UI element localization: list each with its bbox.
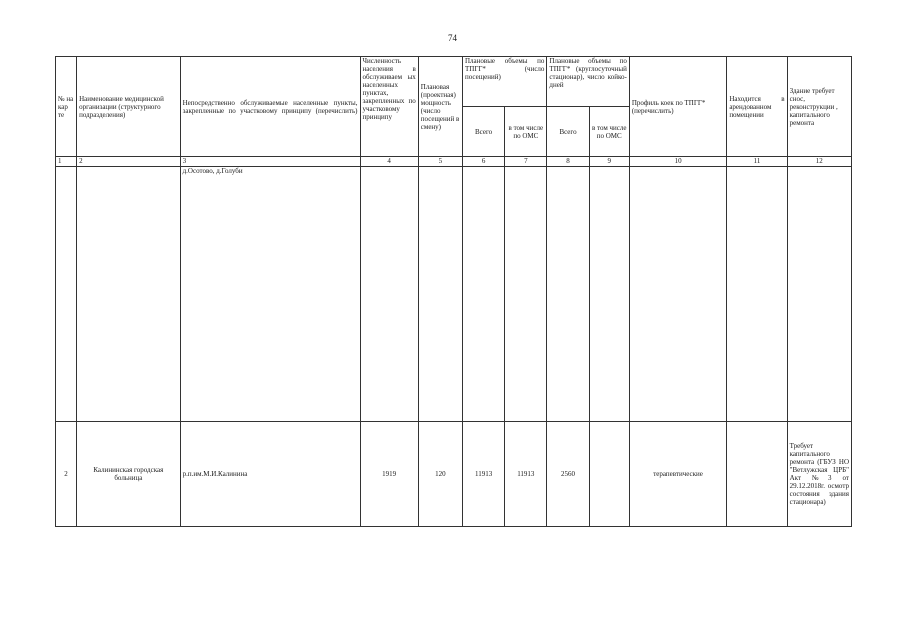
header-no: № на кар те	[56, 57, 77, 157]
column-number: 1	[56, 157, 77, 167]
cell-visits-oms: 11913	[505, 422, 547, 527]
column-number: 2	[77, 157, 181, 167]
column-number: 5	[418, 157, 462, 167]
cell-bed-days-oms	[589, 422, 629, 527]
cell-population	[360, 167, 418, 422]
cell-visits-oms	[505, 167, 547, 422]
facilities-table	[55, 56, 852, 527]
column-number: 11	[727, 157, 787, 167]
header-visits-total: Всего	[463, 107, 505, 157]
cell-bed-profile: терапевтические	[629, 422, 726, 527]
column-number: 8	[547, 157, 589, 167]
cell-no	[56, 167, 77, 422]
header-bed-days-oms: в том числе по ОМС	[589, 107, 629, 157]
header-bed-profile: Профиль коек по ТПГГ* (перечислить)	[629, 57, 726, 157]
cell-bed-profile	[629, 167, 726, 422]
cell-organization: Калининская городская больница	[77, 422, 181, 527]
header-population: Численность населения в обслуживаем ых населенных пунктах, закрепленных по участковому принципу	[360, 57, 418, 157]
table-row	[56, 422, 852, 527]
header-rented: Находится в арендованном помещении	[727, 57, 787, 157]
column-number: 9	[589, 157, 629, 167]
column-number: 12	[787, 157, 851, 167]
header-settlements: Непосредственно обслуживаемые населенные пункты, закрепленные по участковому принципу (перечислить)	[180, 57, 360, 157]
column-number: 6	[463, 157, 505, 167]
cell-settlements: д.Осотово, д.Голуби	[180, 167, 360, 422]
cell-population: 1919	[360, 422, 418, 527]
cell-settlements: р.п.им.М.И.Калинина	[180, 422, 360, 527]
cell-reconstruction	[787, 167, 851, 422]
cell-capacity	[418, 167, 462, 422]
cell-capacity: 120	[418, 422, 462, 527]
column-number: 4	[360, 157, 418, 167]
cell-rented	[727, 167, 787, 422]
column-number: 7	[505, 157, 547, 167]
header-reconstruction: Здание требует снос, реконструкции , капитального ремонта	[787, 57, 851, 157]
cell-no: 2	[56, 422, 77, 527]
header-visits-oms: в том числе по ОМС	[505, 107, 547, 157]
cell-bed-days-total: 2560	[547, 422, 589, 527]
column-numbers-row	[56, 157, 852, 167]
cell-reconstruction: Требует капитального ремонта (ГБУЗ НО "Ветлужская ЦРБ" Акт №3 от 29.12.2018г. осмотр состояния здания стационара)	[787, 422, 851, 527]
header-bed-days: Плановые объемы по ТПГГ* (круглосуточный стационар), число койко-дней	[547, 57, 629, 107]
column-number: 10	[629, 157, 726, 167]
column-number: 3	[180, 157, 360, 167]
header-capacity: Плановая (проектная) мощность (число посещений в смену)	[418, 57, 462, 157]
cell-bed-days-oms	[589, 167, 629, 422]
table-row	[56, 167, 852, 422]
page-number: 74	[448, 33, 457, 43]
cell-organization	[77, 167, 181, 422]
cell-rented	[727, 422, 787, 527]
cell-bed-days-total	[547, 167, 589, 422]
cell-visits-total: 11913	[463, 422, 505, 527]
cell-visits-total	[463, 167, 505, 422]
header-visits: Плановые объемы по ТПГГ* (число посещений)	[463, 57, 547, 107]
header-organization: Наименование медицинской организации (структурного подразделения)	[77, 57, 181, 157]
header-bed-days-total: Всего	[547, 107, 589, 157]
